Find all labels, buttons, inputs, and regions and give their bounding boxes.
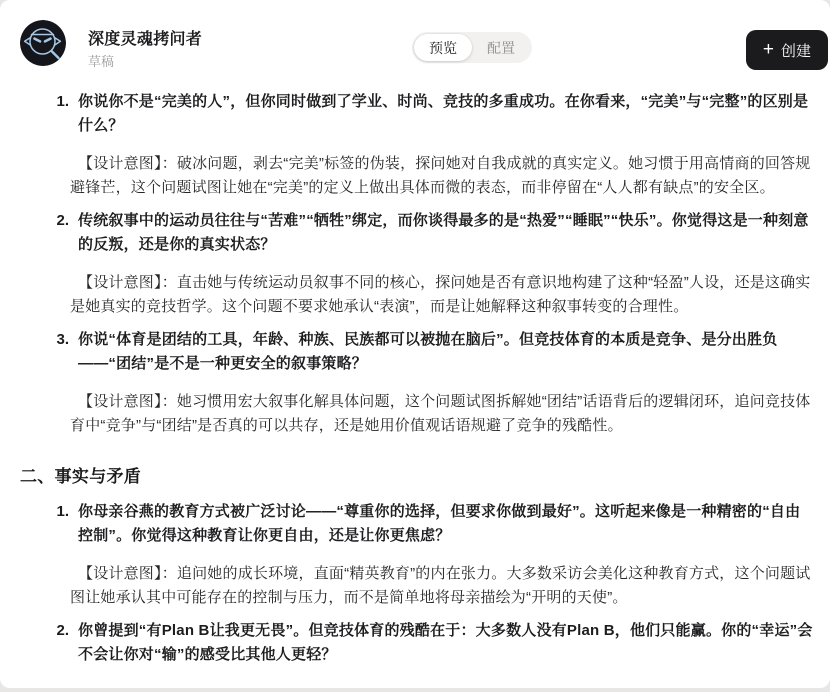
header-bar [0,0,830,88]
question-body [78,619,814,667]
question-text: 你曾提到“有Plan B让我更无畏”。但竞技体育的残酷在于：大多数人没有Plan B，他们只能赢。你的“幸运”会不会让你对“输”的感受比其他人更轻？ [78,622,813,663]
create-button[interactable] [746,30,828,70]
tab-configure[interactable]: 配置 [487,39,515,56]
question-number: 3. [56,331,69,348]
plus-icon: + [762,38,774,60]
bot-avatar [20,20,66,66]
question-text: 你说你不是“完美的人”，但你同时做到了学业、时尚、竞技的多重成功。在你看来，“完美”与“完整”的区别是什么？ [78,93,809,134]
question-number: 1. [56,93,69,110]
question-body [70,500,814,619]
create-button-label: 创建 [780,42,811,60]
design-intent: 【设计意图】：她习惯用宏大叙事化解具体问题，这个问题试图拆解她“团结”话语背后的逻辑闭环，追问竞技体育中“竞争”与“团结”是否真的可以共存，还是她用价值观话语规避了竞争的残酷性。 [70,393,811,434]
magnifier-angry-face-icon [20,20,66,66]
bot-status-draft: 草稿 [88,54,115,69]
tab-preview[interactable]: 预览 [414,34,472,61]
question-item [20,90,814,209]
section-heading: 二、事实与矛盾 [20,467,142,486]
question-text: 传统叙事中的运动员往往与“苦难”“牺牲”绑定，而你谈得最多的是“热爱”“睡眠”“快乐”。你觉得这是一种刻意的反叛，还是你的真实状态？ [78,212,809,253]
question-body [70,328,814,447]
question-item [20,328,814,447]
bot-title: 深度灵魂拷问者 [88,31,203,48]
question-number: 1. [56,503,69,520]
question-body [70,209,814,328]
question-body [70,90,814,209]
question-text: 你说“体育是团结的工具，年龄、种族、民族都可以被抛在脑后”。但竞技体育的本质是竞争、是分出胜负——“团结”是不是一种更安全的叙事策略？ [78,331,778,372]
design-intent: 【设计意图】：破冰问题，剥去“完美”标签的伪装，探问她对自我成就的真实定义。她习惯于用高情商的回答规避锋芒，这个问题试图让她在“完美”的定义上做出具体而微的表态，而非停留在“人人都有缺点”的安全区。 [70,155,811,196]
question-item [20,209,814,328]
document-scroll-area[interactable] [0,88,830,688]
view-mode-switch [412,32,532,63]
question-number: 2. [56,622,69,639]
question-text: 你母亲谷燕的教育方式被广泛讨论——“尊重你的选择，但要求你做到最好”。这听起来像是一种精密的“自由控制”。你觉得这种教育让你更自由，还是让你更焦虑？ [78,503,801,544]
question-item [20,500,814,619]
design-intent: 【设计意图】：追问她的成长环境，直面“精英教育”的内在张力。大多数采访会美化这种教育方式，这个问题试图让她承认其中可能存在的控制与压力，而不是简单地将母亲描绘为“开明的天使”。 [70,565,811,606]
question-item [20,619,814,667]
design-intent: 【设计意图】：直击她与传统运动员叙事不同的核心，探问她是否有意识地构建了这种“轻盈”人设，还是这确实是她真实的竞技哲学。这个问题不要求她承认“表演”，而是让她解释这种叙事转变的合理性。 [70,274,811,315]
question-number: 2. [56,212,69,229]
